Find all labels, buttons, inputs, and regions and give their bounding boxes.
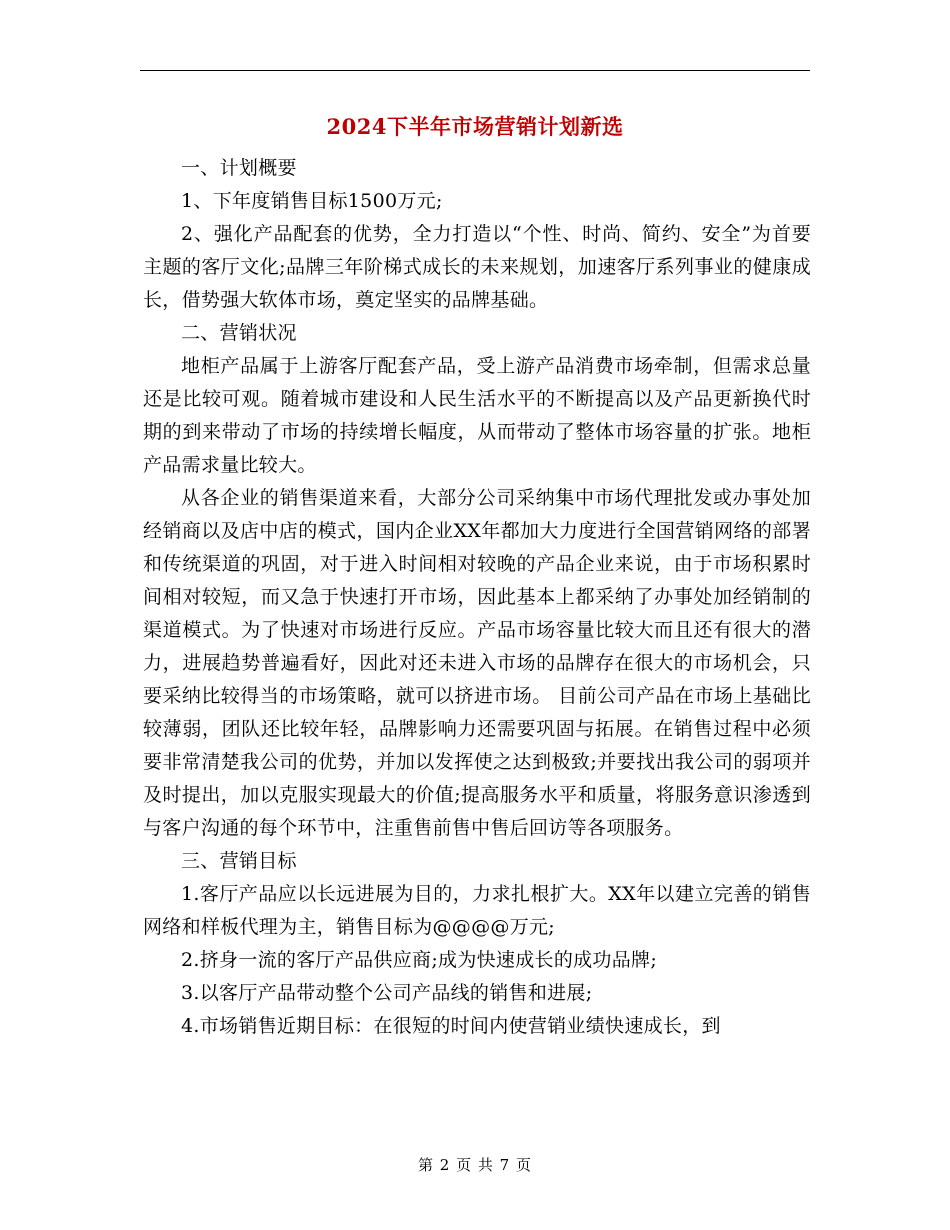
- document-body: [143, 152, 811, 1043]
- header-rule: [140, 70, 810, 71]
- document-title: 2024下半年市场营销计划新选: [326, 114, 624, 139]
- list-item-goal-1: 1.客厅产品应以长远进展为目的，力求扎根扩大。XX年以建立完善的销售网络和样板代理为主，销售目标为@@@@万元;: [143, 883, 811, 938]
- paragraph-sales-channels: 从各企业的销售渠道来看，大部分公司采纳集中市场代理批发或办事处加经销商以及店中店的模式，国内企业XX年都加大力度进行全国营销网络的部署和传统渠道的巩固，对于进入时间相对较晚的产品企业来说，由于市场积累时间相对较短，而又急于快速打开市场，因此基本上都采纳了办事处加经销制的渠道模式。为了快速对市场进行反应。产品市场容量比较大而且还有很大的潜力，进展趋势普遍看好，因此对还未进入市场的品牌存在很大的市场机会，只要采纳比较得当的市场策略，就可以挤进市场。 目前公司产品在市场上基础比较薄弱，团队还比较年轻，品牌影响力还需要巩固与拓展。在销售过程中必须要非常清楚我公司的优势，并加以发挥使之达到极致;并要找出我公司的弱项并及时提出，加以克服实现最大的价值;提高服务水平和质量，将服务意识渗透到与客户沟通的每个环节中，注重售前售中售后回访等各项服务。: [143, 487, 811, 839]
- list-item-goal-4: 4.市场销售近期目标：在很短的时间内使营销业绩快速成长，到: [181, 1015, 721, 1037]
- page-number-footer: 第 2 页 共 7 页: [418, 1156, 532, 1174]
- paragraph-market-demand: 地柜产品属于上游客厅配套产品，受上游产品消费市场牵制，但需求总量还是比较可观。随着城市建设和人民生活水平的不断提高以及产品更新换代时期的到来带动了市场的持续增长幅度，从而带动了整体市场容量的扩张。地柜产品需求量比较大。: [143, 355, 811, 476]
- section-heading-marketing-status: 二、营销状况: [181, 322, 297, 344]
- paragraph-sales-target: 1、下年度销售目标1500万元;: [181, 190, 443, 212]
- section-heading-marketing-goals: 三、营销目标: [181, 850, 297, 872]
- list-item-goal-3: 3.以客厅产品带动整个公司产品线的销售和进展;: [181, 982, 593, 1004]
- section-heading-overview: 一、计划概要: [181, 157, 297, 179]
- list-item-goal-2: 2.挤身一流的客厅产品供应商;成为快速成长的成功品牌;: [181, 949, 658, 971]
- paragraph-product-advantage: 2、强化产品配套的优势，全力打造以“个性、时尚、简约、安全”为首要主题的客厅文化;品牌三年阶梯式成长的未来规划，加速客厅系列事业的健康成长，借势强大软体市场，奠定坚实的品牌基础。: [143, 223, 811, 311]
